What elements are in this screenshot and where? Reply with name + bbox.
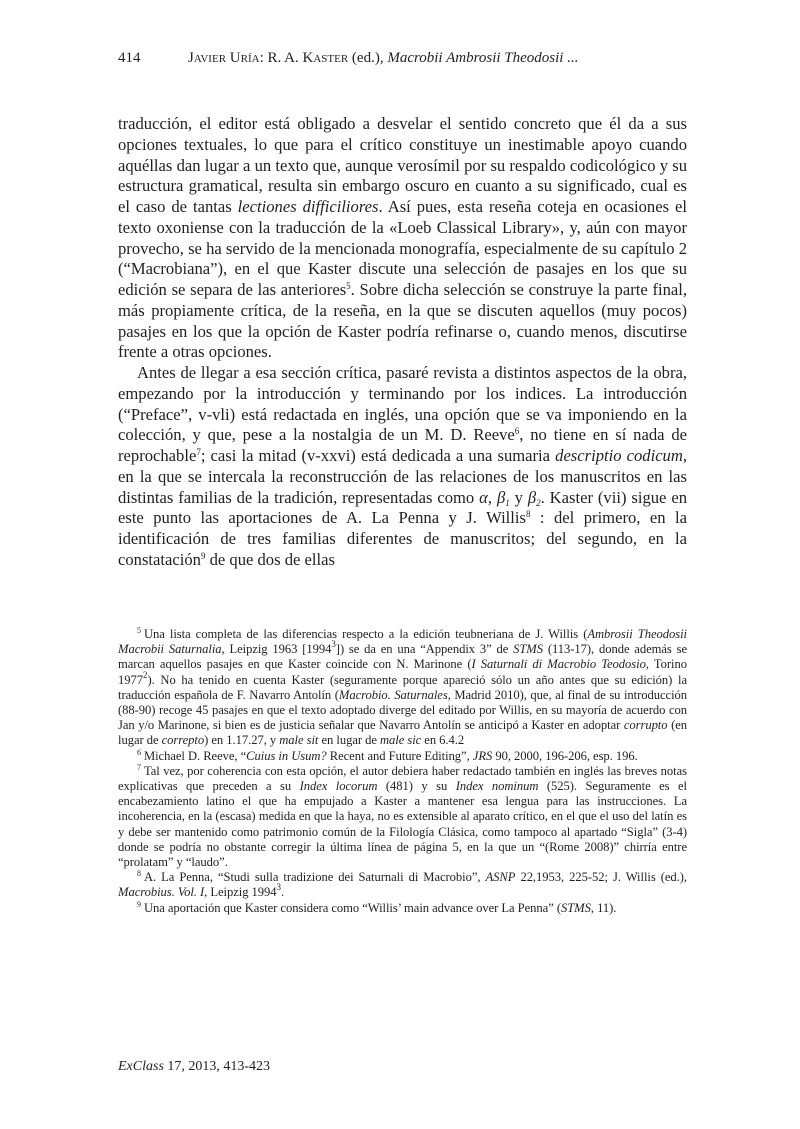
text-run: 22,1953, 225-52; J. Willis (ed.), <box>515 870 687 885</box>
italic-term: male sit <box>279 733 319 748</box>
text-run: Tal vez, por coherencia con esta opción, el autor debiera haber redactado también en inglés las breves notas explicativas que preceden a su <box>118 763 687 794</box>
main-body-text <box>118 114 687 571</box>
text-run: , Leipzig 1963 [1994 <box>221 642 332 657</box>
text-run: (113-17), donde además se marcan aquellos pasajes en que Kaster coincide con N. Marinone ( <box>118 642 687 672</box>
text-run: . Así pues, esta reseña coteja en ocasiones el texto oxoniense con la traducción de la «Loeb Classical Library», y, aún con mayor provecho, se ha servido de la mencionada monografía, especialmente de su capítulo 2 (“Macrobiana”), en el que Kaster discute una selección de pasajes en los que su edición se separa de las anteriores <box>118 197 687 299</box>
footnote-ref-9[interactable]: 9 <box>200 550 206 561</box>
text-run: en 6.4.2 <box>421 733 465 748</box>
text-run: , <box>487 487 497 507</box>
italic-term: correpto <box>161 733 205 748</box>
text-run: , 11). <box>590 900 617 915</box>
reviewed-title: Macrobii Ambrosii Theodosii ... <box>387 50 579 66</box>
text-run: (481) y su <box>377 779 456 794</box>
text-run: Michael D. Reeve, “ <box>143 748 247 763</box>
footnote-7 <box>118 764 687 870</box>
edition-superscript: 3 <box>331 639 336 650</box>
text-run: traducción, el editor está obligado a desvelar el sentido concreto que él da a sus opciones textuales, lo que para el crítico constituye un inestimable apoyo cuando aquéllas dan lugar a un texto que, aunque verosímil por su respaldo codicológico y su estructura gramatical, resulta sin embargo oscuro en cuanto a su significado, cual es el caso de tantas <box>118 114 687 216</box>
text-run: en lugar de <box>318 733 380 748</box>
footnote-6 <box>118 749 687 764</box>
italic-title: Macrobio. Saturnales <box>338 687 448 702</box>
text-run: . Sobre dicha selección se construye la parte final, más propiamente crítica, de la reseña, en la que se discuten aquellos (muy pocos) pasajes en los que la opción de Kaster podría refinarse o, cuando menos, discutirse frente a otras opciones. <box>118 280 688 362</box>
text-run: , en la que se intercala la reconstrucción de las relaciones de los manuscritos en las distintas familias de la tradición, representadas como <box>118 446 687 507</box>
italic-title: I Saturnali di Macrobio Teodosio <box>471 657 646 672</box>
text-run: . Kaster (vii) sigue en este punto las aportaciones de A. La Penna y J. Willis <box>118 487 688 528</box>
text-run: , Torino 1977 <box>118 657 687 687</box>
italic-title: STMS <box>513 642 543 657</box>
text-run: , no tiene en sí nada de reprochable <box>118 425 687 465</box>
greek-beta: β <box>496 487 506 507</box>
text-run: : del primero, en la identificación de tres familias diferentes de manuscritos; del segundo, en la constatación <box>118 508 687 569</box>
italic-term: corrupto <box>623 718 668 733</box>
italic-title: JRS <box>472 748 493 763</box>
text-run: (525). Seguramente es el encabezamiento latino el que ha empujado a Kaster a mantener esa lengua para las instrucciones. La incoherencia, en la (escasa) medida en que la haya, no es extensible al aparato crítico, en el que el uso del latín es y debe ser mantenido como patrimonio común de la Filología Clásica, como tampoco al apartado “Sigla” (3-4) donde se podría no obstante corregir la última línea de página 5, en la que un “(Rome 2008)” chirría entre “prolatam” y “laudo”. <box>118 779 687 870</box>
paragraph-1 <box>118 114 687 363</box>
footnotes <box>118 627 687 916</box>
text-run: ) en 1.17.27, y <box>204 733 280 748</box>
subscript: 2 <box>536 497 541 508</box>
footnote-number: 8 <box>137 869 141 879</box>
author-name: Javier Uría <box>188 50 260 66</box>
italic-title: STMS <box>560 900 591 915</box>
journal-citation: 17, 2013, 413-423 <box>163 1059 271 1074</box>
italic-title: Macrobius. Vol. I <box>118 885 205 900</box>
text-run: . <box>281 885 285 900</box>
text-run: Una aportación que Kaster considera como “Willis’ main advance over La Penna” ( <box>143 900 561 915</box>
italic-title: Ambrosii Theodosii Macrobii Saturnalia <box>118 627 687 657</box>
italic-term: male sic <box>379 733 422 748</box>
text-run: ). No ha tenido en cuenta Kaster (seguramente porque apareció sólo un año antes que su edición) la traducción española de F. Navarro Antolín ( <box>118 672 687 702</box>
text-run: de que dos de ellas <box>205 549 335 569</box>
text-run: y <box>509 487 528 507</box>
text-run: Antes de llegar a esa sección crítica, pasaré revista a distintos aspectos de la obra, empezando por la introducción y terminando por los indices. La introducción (“Preface”, v-vli) está redactada en inglés, una opción que se va imponiendo en la colección, y que, pese a la nostalgia de un M. D. Reeve <box>118 363 687 445</box>
footnote-8 <box>118 870 687 900</box>
footnote-number: 9 <box>137 899 141 909</box>
italic-term: descriptio codicum <box>555 446 683 465</box>
journal-footer <box>118 1058 270 1076</box>
subscript: 1 <box>505 497 510 508</box>
italic-title: Cuius in Usum? <box>246 748 327 763</box>
italic-title: ASNP <box>485 870 516 885</box>
text-run: , Leipzig 1994 <box>204 885 277 900</box>
ed-label: (ed.), <box>348 50 388 66</box>
italic-title: Index locorum <box>299 779 378 794</box>
footnote-number: 7 <box>137 762 141 772</box>
text-run: ]) se da en una “Appendix 3” de <box>335 642 514 657</box>
footnote-number: 5 <box>137 626 141 635</box>
separator: : <box>259 50 268 66</box>
running-head <box>118 48 688 68</box>
text-run: , Madrid 2010), que, al final de su introducción (88-90) recoge 45 pasajes en que el texto adoptado diverge del editado por Willis, en su mayoría de acuerdo con Jan y/o Marinone, si bien es de justicia señalar que Navarro Antolín se anticipó a Kaster en adoptar <box>118 687 688 733</box>
text-run: ; casi la mitad (v-xxvi) está dedicada a una sumaria <box>200 446 556 465</box>
page-number: 414 <box>118 50 141 66</box>
edition-superscript: 2 <box>143 669 148 680</box>
text-run: Recent and Future Editing”, <box>326 748 473 763</box>
footnote-9 <box>118 901 687 916</box>
footnote-ref-6[interactable]: 6 <box>514 426 520 437</box>
italic-title: Index nominum <box>455 779 539 794</box>
footnote-ref-5[interactable]: 5 <box>346 281 351 291</box>
reviewed-editor: R. A. Kaster <box>267 50 349 66</box>
text-run: Una lista completa de las diferencias respecto a la edición teubneriana de J. Willis ( <box>143 627 588 641</box>
greek-alpha: α <box>479 487 488 507</box>
text-run: (en lugar de <box>118 718 688 748</box>
paragraph-2 <box>118 363 687 571</box>
edition-superscript: 3 <box>276 882 281 893</box>
footnote-ref-8[interactable]: 8 <box>525 509 531 520</box>
journal-name: ExClass <box>118 1059 164 1074</box>
text-run: 90, 2000, 196-206, esp. 196. <box>492 748 638 763</box>
text-run: A. La Penna, “Studi sulla tradizione dei Saturnali di Macrobio”, <box>143 870 486 885</box>
footnote-ref-7[interactable]: 7 <box>196 447 201 457</box>
italic-term: lectiones difficiliores <box>237 197 379 216</box>
footnote-5 <box>118 627 687 749</box>
greek-beta: β <box>527 487 537 507</box>
footnote-number: 6 <box>137 747 141 757</box>
